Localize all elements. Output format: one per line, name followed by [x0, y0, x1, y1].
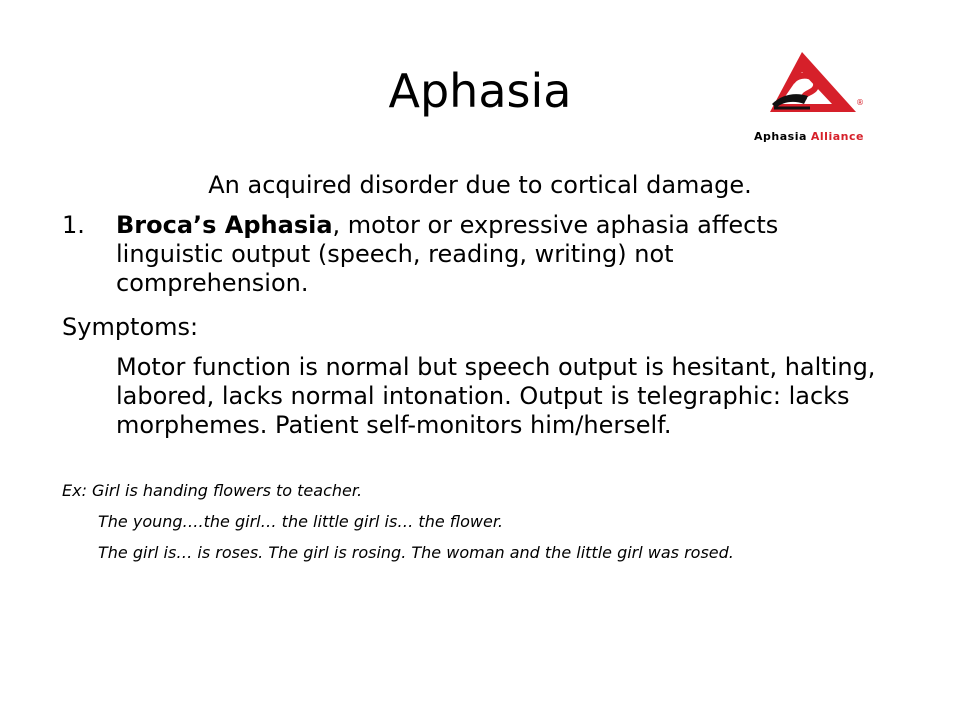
symptoms-label: Symptoms:: [62, 313, 199, 341]
numbered-item: [62, 211, 862, 298]
item-description: , motor or expressive aphasia affects linguistic output (speech, reading, writing) not comprehension.: [116, 211, 779, 297]
example-line-2: The girl is… is roses. The girl is rosing. The woman and the little girl was rosed.: [98, 543, 734, 562]
logo-word-aphasia: Aphasia: [754, 130, 807, 143]
logo-wordmark: [754, 130, 884, 144]
example-line-1: The young….the girl… the little girl is… the flower.: [98, 512, 504, 531]
slide-title: Aphasia: [388, 64, 572, 118]
item-body: [116, 211, 862, 298]
registered-mark: ®: [856, 98, 864, 107]
item-bold-term: Broca’s Aphasia: [116, 211, 333, 239]
logo-word-alliance: Alliance: [810, 130, 864, 143]
item-number: 1.: [62, 211, 85, 239]
aphasia-alliance-logo: [752, 48, 882, 148]
example-prompt: Ex: Girl is handing flowers to teacher.: [62, 481, 363, 500]
symptoms-text: Motor function is normal but speech output is hesitant, halting, labored, lacks normal intonation. Output is telegraphic: lacks morphemes. Patient self-monitors him/herself.: [116, 353, 876, 439]
logo-mark-icon: [752, 48, 862, 128]
intro-line: An acquired disorder due to cortical damage.: [208, 171, 752, 199]
